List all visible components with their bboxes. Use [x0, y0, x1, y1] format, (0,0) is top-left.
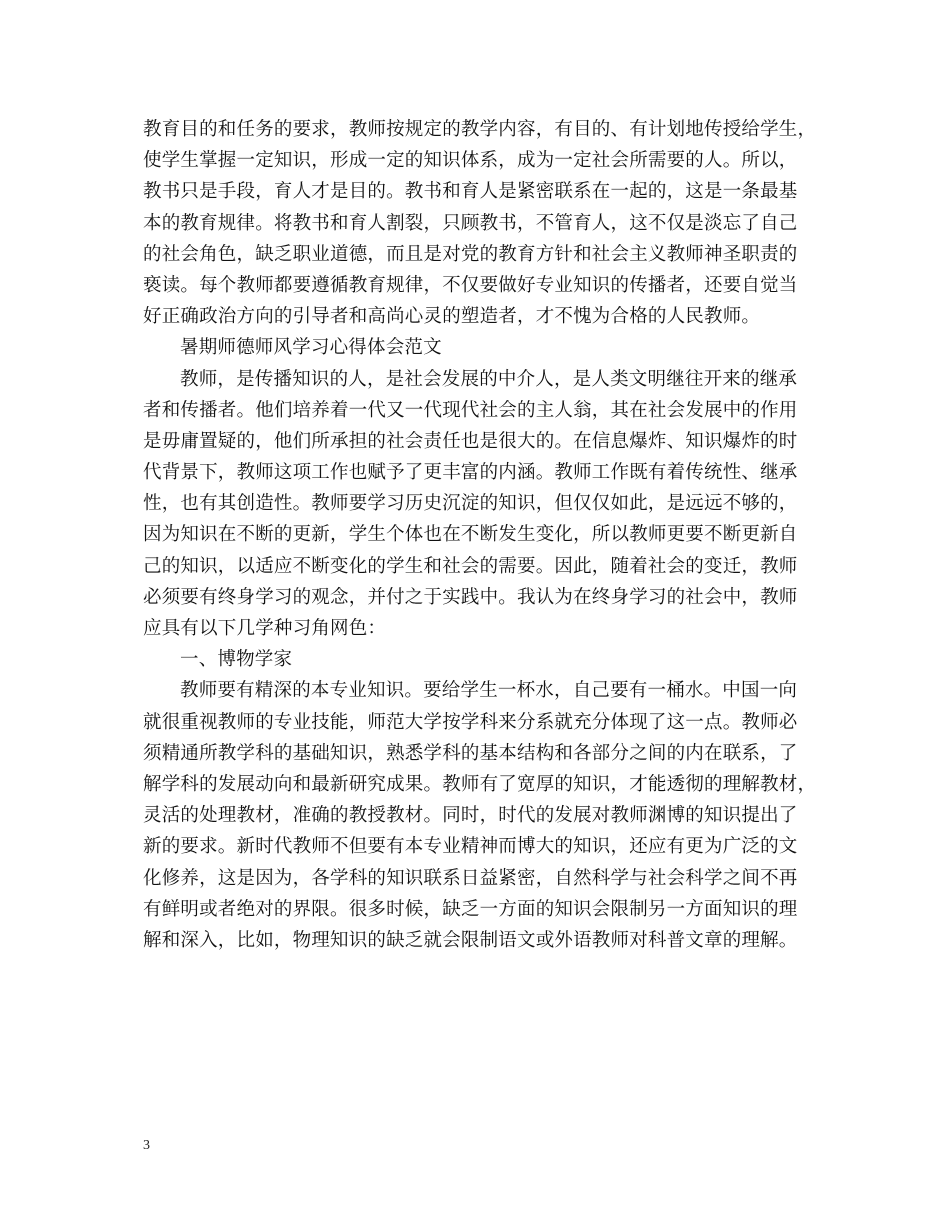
text-line: 须精通所教学科的基础知识，熟悉学科的基本结构和各部分之间的内在联系，了 [143, 742, 798, 764]
text-line: 就很重视教师的专业技能，师范大学按学科来分系就充分体现了这一点。教师必 [143, 711, 798, 733]
text-line: 灵活的处理教材，准确的教授教材。同时，时代的发展对教师渊博的知识提出了 [143, 805, 798, 827]
text-line: 教师要有精深的本专业知识。要给学生一杯水，自己要有一桶水。中国一向 [180, 680, 798, 702]
text-line: 己的知识，以适应不断变化的学生和社会的需要。因此，随着社会的变迁，教师 [143, 555, 798, 577]
text-line: 一、博物学家 [180, 649, 293, 671]
text-line: 教书只是手段，育人才是目的。教书和育人是紧密联系在一起的，这是一条最基 [143, 181, 798, 203]
page-number: 3 [143, 1138, 150, 1153]
text-line: 教育目的和任务的要求，教师按规定的教学内容，有目的、有计划地传授给学生， [143, 119, 817, 140]
text-line: 代背景下，教师这项工作也赋予了更丰富的内涵。教师工作既有着传统性、继承 [143, 462, 798, 484]
text-line: 本的教育规律。将教书和育人割裂，只顾教书，不管育人，这不仅是淡忘了自己 [143, 212, 798, 234]
text-line: 亵读。每个教师都要遵循教育规律，不仅要做好专业知识的传播者，还要自觉当 [143, 274, 798, 296]
text-line: 是毋庸置疑的，他们所承担的社会责任也是很大的。在信息爆炸、知识爆炸的时 [143, 430, 798, 452]
text-line: 使学生掌握一定知识，形成一定的知识体系，成为一定社会所需要的人。所以， [143, 150, 798, 172]
body-text [143, 114, 823, 956]
text-line: 性，也有其创造性。教师要学习历史沉淀的知识，但仅仅如此，是远远不够的， [143, 493, 798, 515]
text-line: 解学科的发展动向和最新研究成果。教师有了宽厚的知识，才能透彻的理解教材， [143, 773, 817, 795]
text-line: 化修养，这是因为，各学科的知识联系日益紧密，自然科学与社会科学之间不再 [143, 867, 798, 889]
text-line: 必须要有终身学习的观念，并付之于实践中。我认为在终身学习的社会中，教师 [143, 586, 798, 608]
text-line: 解和深入，比如，物理知识的缺乏就会限制语文或外语教师对科普文章的理解。 [143, 929, 798, 951]
text-line: 有鲜明或者绝对的界限。很多时候，缺乏一方面的知识会限制另一方面知识的理 [143, 898, 798, 920]
text-line: 的社会角色，缺乏职业道德，而且是对党的教育方针和社会主义教师神圣职责的 [143, 243, 798, 265]
text-line: 好正确政治方向的引导者和高尚心灵的塑造者，才不愧为合格的人民教师。 [143, 306, 761, 328]
text-line: 应具有以下几学种习角网色： [143, 618, 387, 639]
text-line: 新的要求。新时代教师不但要有本专业精神而博大的知识，还应有更为广泛的文 [143, 836, 798, 858]
text-line: 暑期师德师风学习心得体会范文 [180, 337, 442, 359]
text-line: 教师，是传播知识的人，是社会发展的中介人，是人类文明继往开来的继承 [180, 368, 798, 390]
text-line: 因为知识在不断的更新，学生个体也在不断发生变化，所以教师更要不断更新自 [143, 524, 798, 546]
text-line: 者和传播者。他们培养着一代又一代现代社会的主人翁，其在社会发展中的作用 [143, 399, 798, 421]
